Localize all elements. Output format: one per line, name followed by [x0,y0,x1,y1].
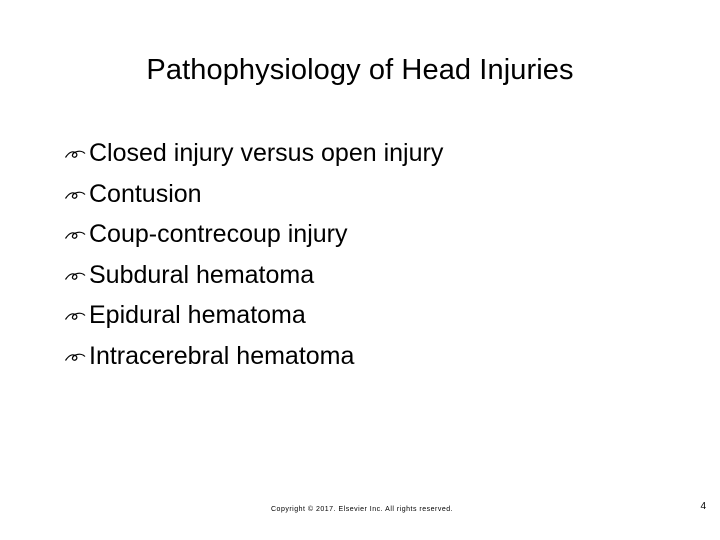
bullet-label: Closed injury versus open injury [89,139,444,168]
bullet-item [64,133,443,174]
bullet-item [64,295,443,336]
page-number: 4 [700,501,706,512]
scroll-swirl-icon [64,185,86,203]
bullet-item [64,174,443,215]
scroll-swirl-icon [64,225,86,243]
scroll-swirl-icon [64,266,86,284]
scroll-swirl-icon [64,144,86,162]
scroll-swirl-icon [64,347,86,365]
scroll-swirl-icon [64,306,86,324]
slide-title: Pathophysiology of Head Injuries [146,54,574,86]
bullet-label: Contusion [89,179,202,208]
bullet-item [64,336,443,377]
bullet-label: Epidural hematoma [89,301,306,330]
bullet-label: Subdural hematoma [89,260,315,289]
bullet-item [64,255,443,296]
copyright-notice: Copyright © 2017. Elsevier Inc. All rights reserved. [271,506,454,513]
bullet-label: Intracerebral hematoma [89,341,355,370]
bullet-list [64,133,443,376]
bullet-item [64,214,443,255]
bullet-label: Coup-contrecoup injury [89,220,348,249]
